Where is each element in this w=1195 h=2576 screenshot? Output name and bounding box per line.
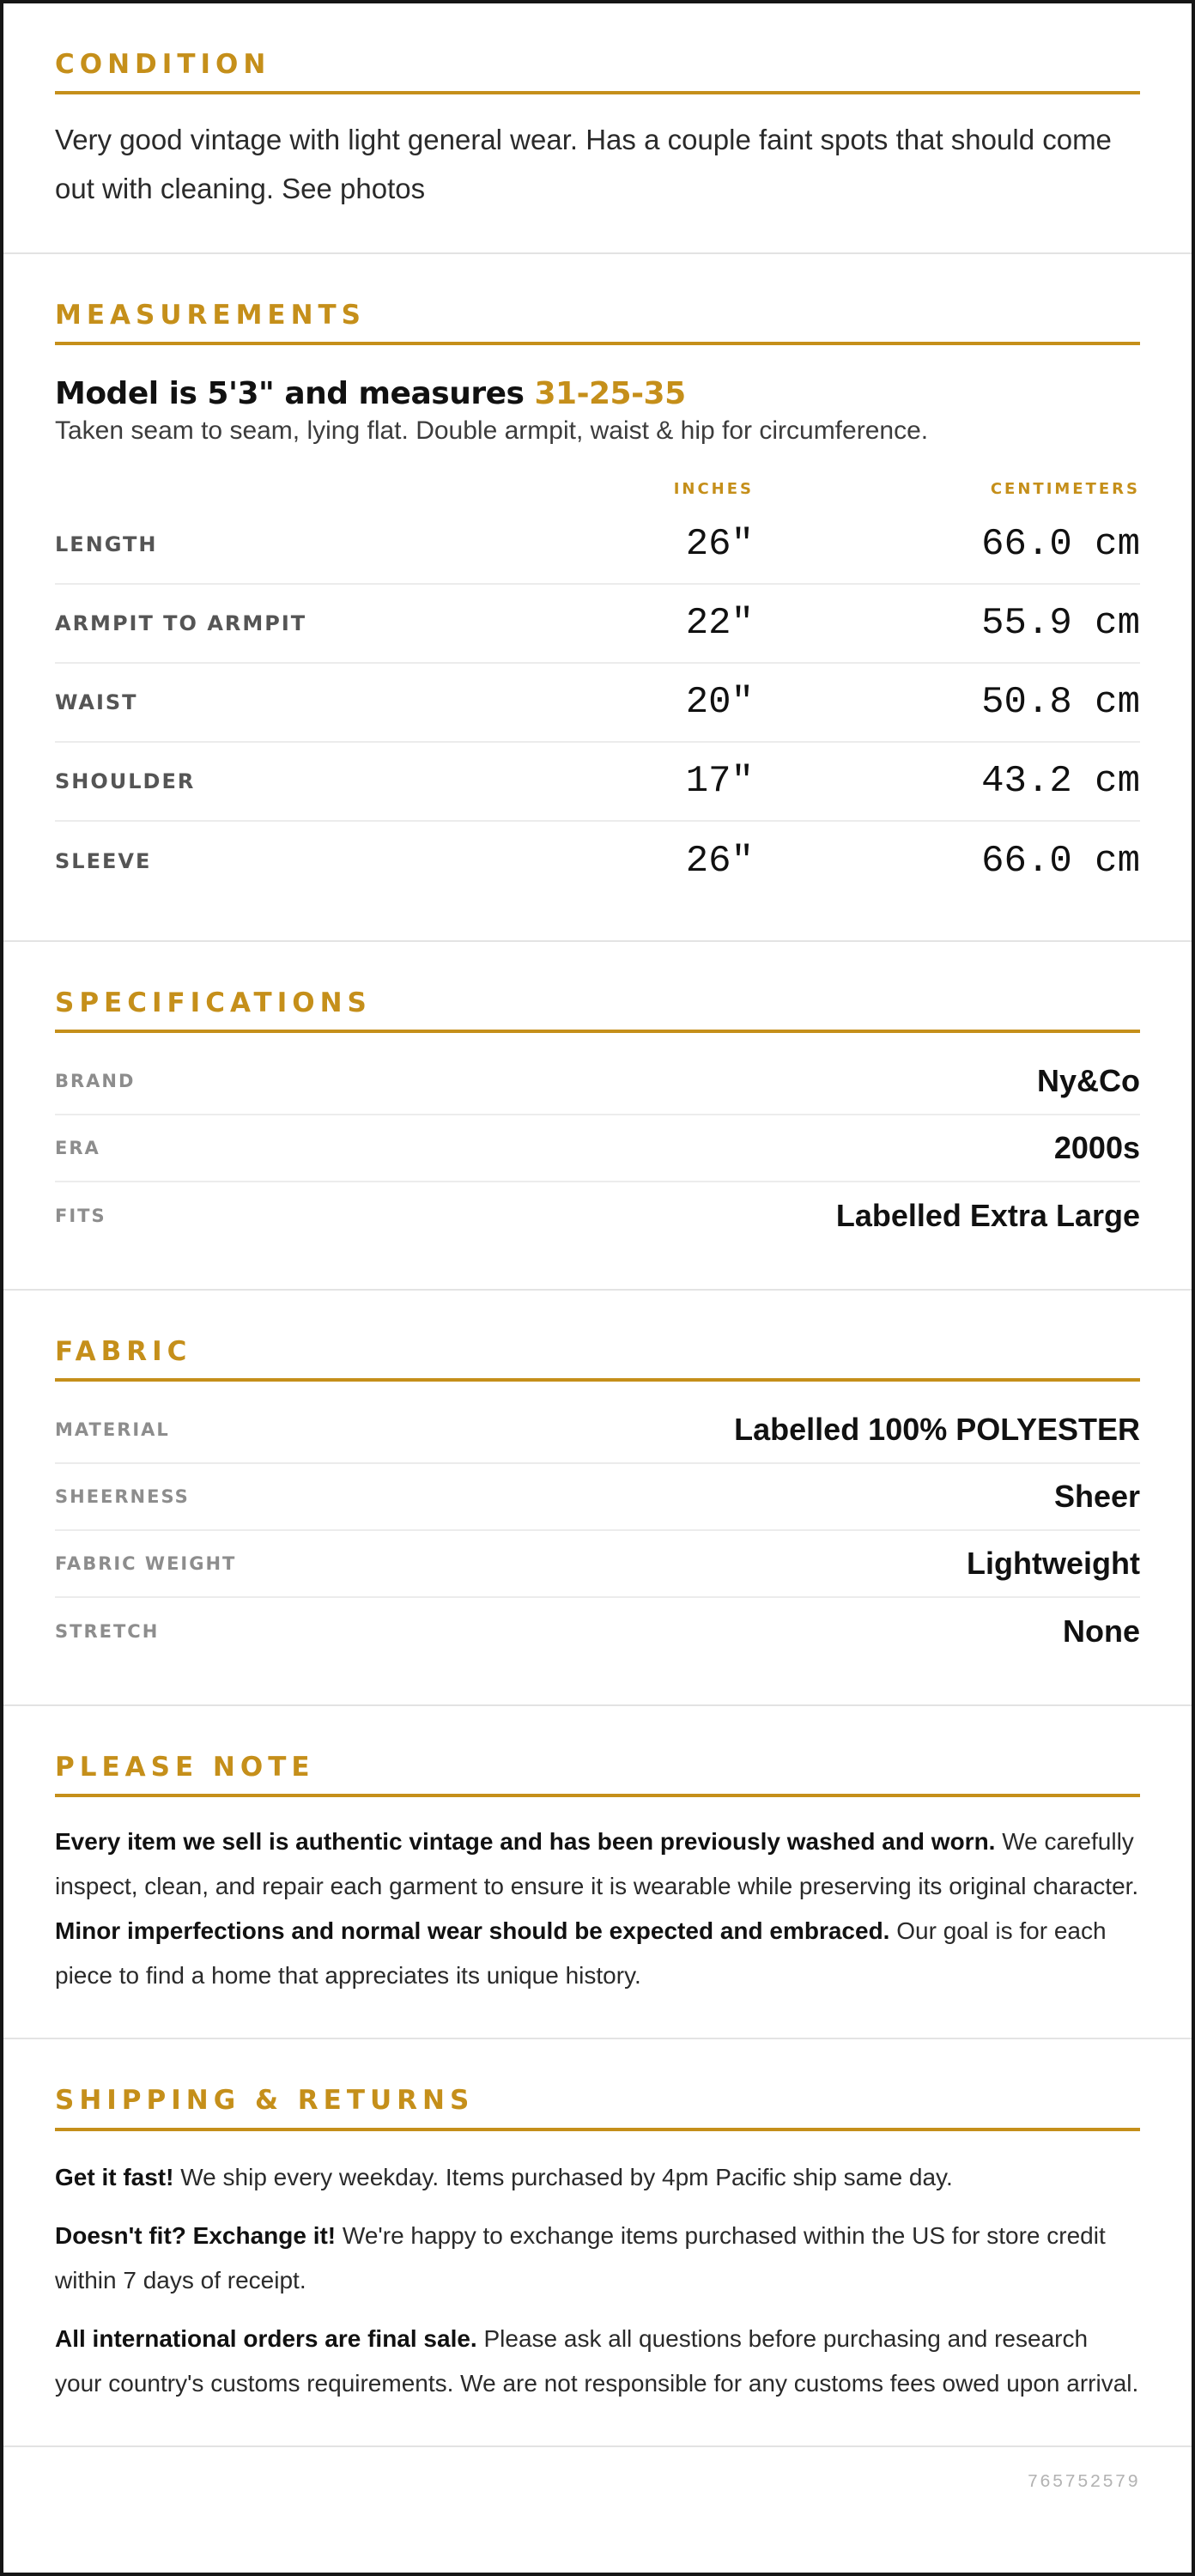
spec-row-fits (55, 1182, 1140, 1249)
measurement-inches: 26" (685, 840, 754, 884)
measurement-label: SHOULDER (55, 769, 196, 794)
measurement-inches: 20" (685, 681, 754, 725)
measurement-row (55, 585, 1140, 664)
international-text: Please ask all questions before purchasing and research your country's customs requirements. We are not responsible for any customs fees owed upon arrival. (55, 2324, 1139, 2397)
condition-text: Very good vintage with light general wear. Has a couple faint spots that should come out with cleaning. See photos (55, 124, 1112, 205)
fabric-label: MATERIAL (55, 1419, 170, 1441)
spec-row-era (55, 1115, 1140, 1182)
exchange-bold: Doesn't fit? Exchange it! (55, 2221, 337, 2249)
condition-section (3, 3, 1192, 254)
fabric-row-material (55, 1397, 1140, 1464)
exchange-text: We're happy to exchange items purchased within the US for store credit within 7 days of receipt. (55, 2221, 1106, 2293)
fabric-row-weight (55, 1531, 1140, 1598)
fabric-value: None (1063, 1613, 1140, 1649)
spec-label: FITS (55, 1206, 106, 1227)
specifications-heading: SPECIFICATIONS (55, 988, 1140, 1033)
measurement-table-header (55, 471, 1140, 506)
spec-row-brand (55, 1048, 1140, 1115)
international-bold: All international orders are final sale. (55, 2324, 477, 2352)
measurement-row (55, 506, 1140, 585)
product-sku: 765752579 (1027, 2473, 1140, 2494)
measurement-label: ARMPIT TO ARMPIT (55, 611, 307, 636)
exchange-paragraph (55, 2214, 1140, 2303)
measurement-label: SLEEVE (55, 849, 152, 874)
measurement-centimeters: 66.0 cm (981, 840, 1140, 884)
measurement-row (55, 743, 1140, 822)
measurement-centimeters: 66.0 cm (981, 523, 1140, 567)
shipping-fast-bold: Get it fast! (55, 2163, 174, 2190)
measurement-centimeters: 50.8 cm (981, 681, 1140, 725)
note-bold-imperfections: Minor imperfections and normal wear should be expected and embraced. (55, 1917, 890, 1945)
fabric-section (3, 1291, 1192, 1706)
measurement-row (55, 822, 1140, 901)
shipping-fast-text: We ship every weekday. Items purchased by 4pm Pacific ship same day. (173, 2163, 953, 2190)
spec-label: ERA (55, 1138, 100, 1159)
note-text-goal: Our goal is for each piece to find a home that appreciates its unique history. (55, 1917, 1107, 1990)
note-bold-authentic: Every item we sell is authentic vintage and has been previously washed and worn. (55, 1828, 996, 1856)
fabric-label: SHEERNESS (55, 1486, 190, 1508)
measurement-centimeters: 55.9 cm (981, 602, 1140, 646)
spec-value: 2000s (1053, 1130, 1140, 1166)
model-measure-value: 31-25-35 (534, 376, 686, 412)
fabric-row-stretch (55, 1598, 1140, 1665)
international-paragraph (55, 2317, 1140, 2406)
footer (3, 2447, 1192, 2519)
fabric-value: Sheer (1053, 1479, 1140, 1515)
measurement-row (55, 664, 1140, 743)
inches-column-header: INCHES (673, 479, 754, 498)
spec-value: Labelled Extra Large (835, 1198, 1140, 1234)
measurement-label: WAIST (55, 690, 138, 715)
specifications-section (3, 942, 1192, 1291)
condition-heading: CONDITION (55, 50, 1140, 94)
measurement-inches: 17" (685, 760, 754, 804)
measurement-note: Taken seam to seam, lying flat. Double armpit, waist & hip for circumference. (55, 416, 929, 446)
please-note-heading: PLEASE NOTE (55, 1753, 1140, 1797)
please-note-section (3, 1706, 1192, 2039)
fabric-value: Labelled 100% POLYESTER (734, 1412, 1140, 1448)
shipping-returns-heading: SHIPPING & RETURNS (55, 2086, 1140, 2130)
spec-label: BRAND (55, 1071, 136, 1092)
measurement-inches: 26" (685, 523, 754, 567)
please-note-text (55, 1820, 1140, 1998)
note-text-inspect: We carefully inspect, clean, and repair each garment to ensure it is wearable while preserving its original character. (55, 1828, 1139, 1900)
model-prefix: Model is 5'3" and measures (55, 376, 535, 412)
fabric-row-sheerness (55, 1464, 1140, 1531)
measurement-inches: 22" (685, 602, 754, 646)
spec-value: Ny&Co (1036, 1063, 1140, 1099)
model-measurements (55, 376, 1140, 411)
fabric-value: Lightweight (967, 1546, 1140, 1582)
fabric-heading: FABRIC (55, 1337, 1140, 1382)
fabric-label: STRETCH (55, 1621, 160, 1643)
shipping-returns-section (3, 2039, 1192, 2446)
fabric-label: FABRIC WEIGHT (55, 1553, 237, 1575)
measurements-section (3, 254, 1192, 942)
shipping-fast-paragraph (55, 2155, 1140, 2200)
centimeters-column-header: CENTIMETERS (990, 479, 1140, 498)
measurement-label: LENGTH (55, 532, 158, 557)
measurement-centimeters: 43.2 cm (981, 760, 1140, 804)
measurements-heading: MEASUREMENTS (55, 301, 1140, 345)
